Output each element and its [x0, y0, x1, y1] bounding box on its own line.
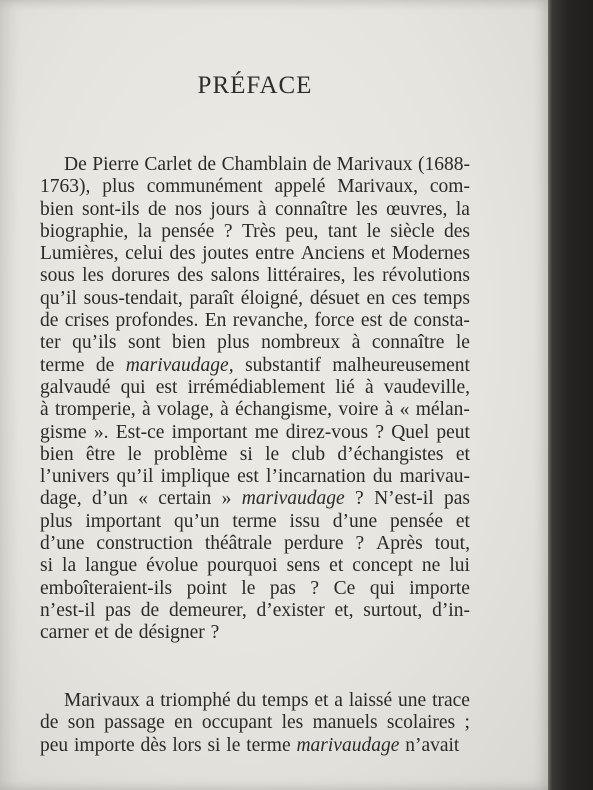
paragraph1-line: si la langue évolue pourquoi sens et concept ne lui [40, 555, 470, 577]
book-edge-shadow [548, 0, 593, 790]
paragraph2-line: peu importe dès lors si le terme marivaudage n’avait [40, 734, 460, 756]
paragraph1-line: emboîteraient-ils point le pas ? Ce qui importe [40, 577, 470, 599]
paragraph1-line: biographie, la pensée ? Très peu, tant le siècle des [40, 220, 470, 242]
paragraph1-line: l’univers qu’il implique est l’incarnation du marivau- [40, 466, 470, 488]
paragraph1-line: n’est-il pas de demeurer, d’exister et, surtout, d’in- [40, 599, 470, 621]
paragraph1-line: dage, d’un « certain » marivaudage ? N’est-il pas [40, 488, 470, 510]
paragraph1-line: 1763), plus communément appelé Marivaux, com- [40, 176, 470, 198]
paragraph1-line: gisme ». Est-ce important me direz-vous ? Quel peut [40, 421, 470, 443]
paragraph2-line: de son passage en occupant les manuels scolaires ; [40, 712, 470, 734]
paragraph1-line: bien être le problème si le club d’échangistes et [40, 443, 470, 465]
paragraph1-line: qu’il sous-tendait, paraît éloigné, désuet en ces temps [40, 287, 470, 309]
paragraph1-line: à tromperie, à volage, à échangisme, voire à « mélan- [40, 399, 470, 421]
paragraph-1 [40, 154, 470, 645]
paragraph-2 [40, 690, 470, 757]
paragraph1-line: ter qu’ils sont bien plus nombreux à connaître le [40, 332, 470, 354]
paragraph1-line: de crises profondes. En revanche, force est de consta- [40, 310, 470, 332]
paragraph1-line: bien sont-ils de nos jours à connaître les œuvres, la [40, 198, 470, 220]
page-title: PRÉFACE [197, 72, 313, 99]
paragraph1-line: galvaudé qui est irrémédiablement lié à vaudeville, [40, 376, 470, 398]
paragraph1-line: d’une construction théâtrale perdure ? Après tout, [40, 533, 470, 555]
paragraph1-line: sous les dorures des salons littéraires, les révolutions [40, 265, 470, 287]
paragraph1-line: carner et de désigner ? [40, 622, 220, 644]
paragraph2-line: Marivaux a triomphé du temps et a laissé une trace [64, 690, 470, 711]
paragraph1-line: plus important qu’un terme issu d’une pensée et [40, 510, 470, 532]
paragraph1-line: Lumières, celui des joutes entre Anciens et Modernes [40, 243, 470, 265]
paragraph1-line: terme de marivaudage, substantif malheureusement [40, 354, 470, 376]
paragraph1-line: De Pierre Carlet de Chamblain de Marivaux (1688- [64, 154, 470, 175]
